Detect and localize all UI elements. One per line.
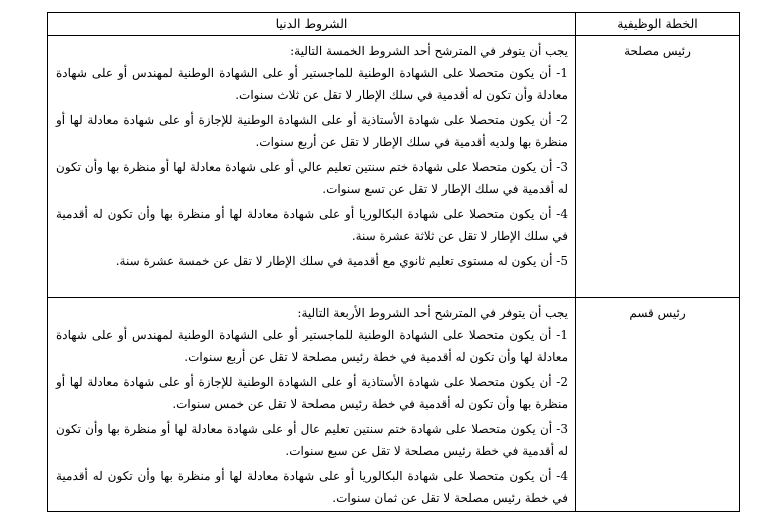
condition-item: 5- أن يكون له مستوى تعليم ثانوي مع أقدمية في سلك الإطار لا تقل عن خمسة عشرة سنة. <box>115 254 568 268</box>
plan-service-head: رئيس مصلحة <box>576 36 740 298</box>
header-conditions: الشروط الدنيا <box>48 13 576 36</box>
condition-item: 4- أن يكون متحصلا على شهادة البكالوريا أو على شهادة معادلة لها أو منظرة بها وأن تكون له أقدمية في خطة رئيس مصلحة لا تقل عن ثمان سنوات. <box>56 469 568 505</box>
conditions-intro: يجب أن يتوفر في المترشح أحد الشروط الخمسة التالية: <box>290 44 568 58</box>
condition-item: 4- أن يكون متحصلا على شهادة البكالوريا أو على شهادة معادلة لها أو منظرة بها وأن تكون له أقدمية في سلك الإطار لا تقل عن ثلاثة عشرة سنة. <box>56 207 568 243</box>
condition-item: 2- أن يكون متحصلا على شهادة الأستاذية أو على الشهادة الوطنية للإجازة أو على شهادة معادلة لها أو منظرة بها وأن تكون له أقدمية في خطة رئيس مصلحة لا تقل عن خمس سنوات. <box>56 375 568 411</box>
condition-item: 2- أن يكون متحصلا على شهادة الأستاذية أو على الشهادة الوطنية للإجازة أو على شهادة معادلة لها أو منظرة بها ولديه أقدمية في سلك الإطار لا تقل عن أربع سنوات. <box>56 113 568 149</box>
conditions-department-head <box>48 298 576 512</box>
condition-item: 1- أن يكون متحصلا على الشهادة الوطنية للماجستير أو على الشهادة الوطنية لمهندس أو على شهادة معادلة وأن تكون له أقدمية في سلك الإطار لا تقل عن ثلاث سنوات. <box>56 66 568 102</box>
condition-item: 1- أن يكون متحصلا على الشهادة الوطنية للماجستير أو على الشهادة الوطنية لمهندس أو على شهادة معادلة لها وأن تكون له أقدمية في خطة رئيس مصلحة لا تقل عن أربع سنوات. <box>56 328 568 364</box>
header-plan: الخطة الوظيفية <box>576 13 740 36</box>
row-department-head <box>48 298 740 512</box>
conditions-intro: يجب أن يتوفر في المترشح أحد الشروط الأربعة التالية: <box>297 306 568 320</box>
condition-item: 3- أن يكون متحصلا على شهادة ختم سنتين تعليم عال أو على شهادة معادلة لها أو منظرة بها وأن تكون له أقدمية في خطة رئيس مصلحة لا تقل عن سبع سنوات. <box>56 422 568 458</box>
plan-department-head: رئيس قسم <box>576 298 740 512</box>
row-service-head <box>48 36 740 298</box>
condition-item: 3- أن يكون متحصلا على شهادة ختم سنتين تعليم عالي أو على شهادة معادلة لها أو منظرة بها وأن تكون له أقدمية في سلك الإطار لا تقل عن تسع سنوات. <box>56 160 568 196</box>
conditions-table <box>47 12 740 512</box>
conditions-service-head <box>48 36 576 298</box>
header-row <box>48 13 740 36</box>
